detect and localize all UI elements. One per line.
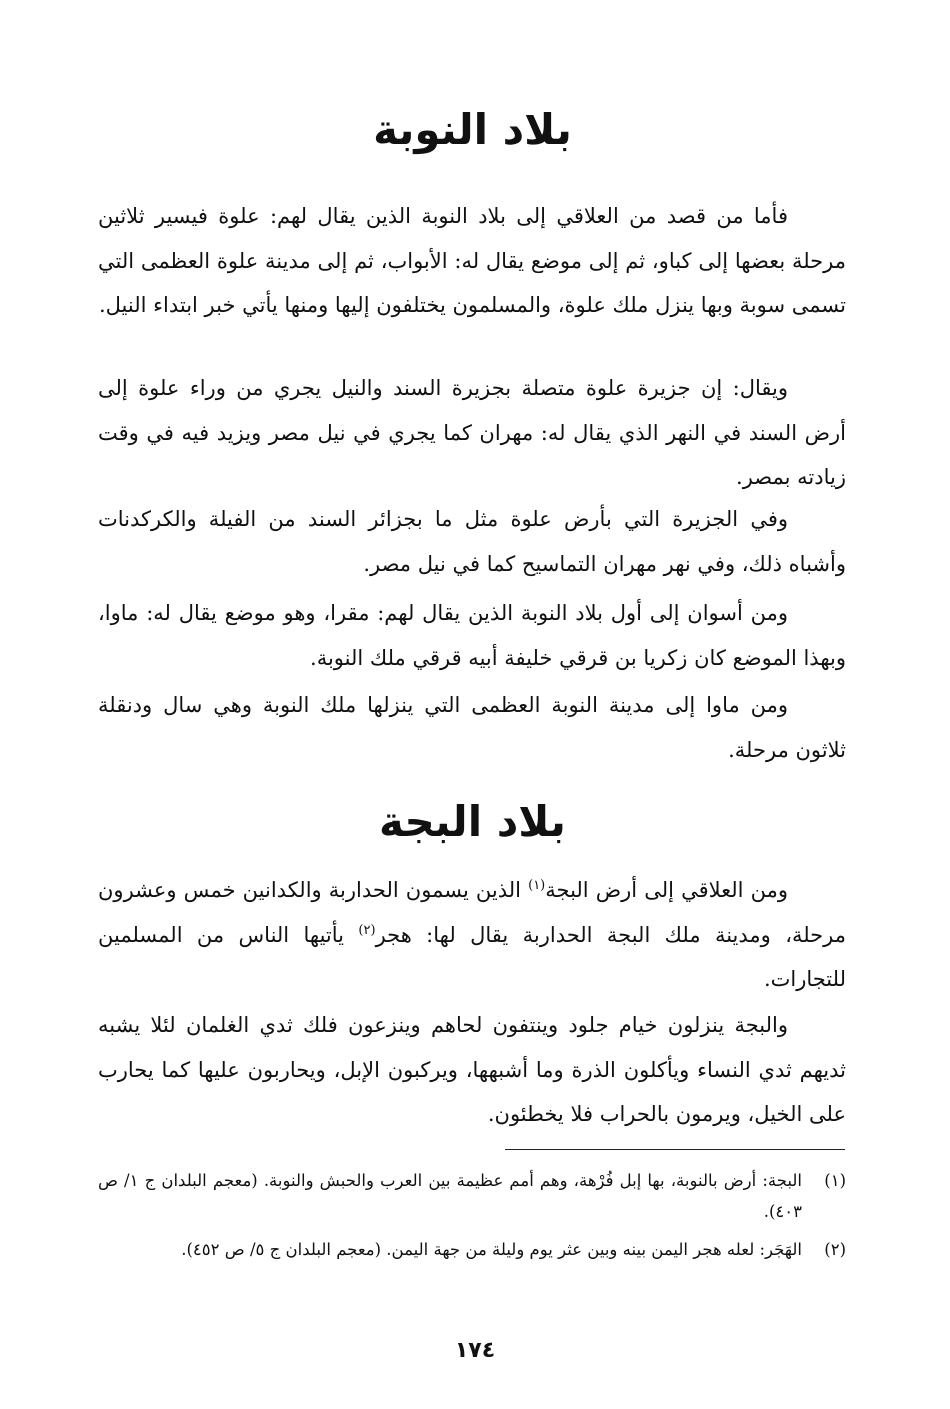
footnote-2-mark: (٢) [824, 1240, 846, 1259]
paragraph-nubia-4: ومن أسوان إلى أول بلاد النوبة الذين يقال لهم: مقرا، وهو موضع يقال له: ماوا، وبهذا الموضع كان زكريا بن قرقي خليفة أبيه قرقي ملك النوبة. [98, 601, 846, 670]
footnote-1-text: البجة: أرض بالنوبة، بها إبل فُرْهة، وهم أمم عظيمة بين العرب والحبش والنوبة. (معجم البلدان ج ١/ ص ٤٠٣). [98, 1171, 802, 1221]
paragraph-nubia-1: فأما من قصد من العلاقي إلى بلاد النوبة الذين يقال لهم: علوة فيسير ثلاثين مرحلة بعضها إلى كباو، ثم إلى موضع يقال له: الأبواب، ثم إلى مدينة علوة العظمى التي تسمى سوبة وبها ينزل ملك علوة، والمسلمون يختلفون إليها ومنها يأتي خبر ابتداء النيل. [98, 204, 846, 317]
paragraph-beja-1-text-start: ومن العلاقي إلى أرض البجة [545, 878, 789, 902]
footnote-ref-2[interactable]: (٢) [358, 922, 376, 938]
paragraph-beja-1-text-middle: الذين يسمون الحداربة والكدانين خمس وعشرون مرحلة، ومدينة ملك البجة الحداربة يقال لها: هجر [98, 878, 846, 947]
footnote-2-text: الهَجَر: لعله هجر اليمن بينه وبين عثر يوم وليلة من جهة اليمن. (معجم البلدان ج ٥/ ص ٤٥٢). [181, 1240, 802, 1259]
paragraph-nubia-3: وفي الجزيرة التي بأرض علوة مثل ما بجزائر السند من الفيلة والكركدنات وأشباه ذلك، وفي نهر مهران التماسيح كما في نيل مصر. [98, 507, 846, 576]
section-heading-nubia: بلاد النوبة [373, 105, 572, 154]
footnote-2 [98, 1234, 846, 1265]
paragraph-beja-2: والبجة ينزلون خيام جلود وينتفون لحاهم وينزعون فلك ثدي الغلمان لئلا يشبه ثديهم ثدي النساء ويأكلون الذرة وما أشبهها، ويركبون الإبل، ويحاربون عليها كما يحارب على الخيل، ويرمون بالحراب فلا يخطئون. [98, 1013, 846, 1126]
footnote-divider [505, 1149, 845, 1150]
page-number: ١٧٤ [454, 1338, 496, 1363]
paragraph-beja-1 [98, 868, 846, 1002]
footnote-1 [98, 1165, 846, 1227]
paragraph-nubia-5: ومن ماوا إلى مدينة النوبة العظمى التي ينزلها ملك النوبة وهي سال ودنقلة ثلاثون مرحلة. [98, 693, 846, 762]
section-heading-beja: بلاد البجة [379, 797, 566, 846]
paragraph-beja-1-text-end: يأتيها الناس من المسلمين للتجارات. [98, 922, 846, 991]
footnote-ref-1[interactable]: (١) [528, 878, 546, 893]
footnote-1-mark: (١) [824, 1171, 846, 1190]
paragraph-nubia-2: ويقال: إن جزيرة علوة متصلة بجزيرة السند والنيل يجري من وراء علوة إلى أرض السند في النهر الذي يقال له: مهران كما يجري في نيل مصر ويزيد فيه في وقت زيادته بمصر. [98, 376, 846, 489]
